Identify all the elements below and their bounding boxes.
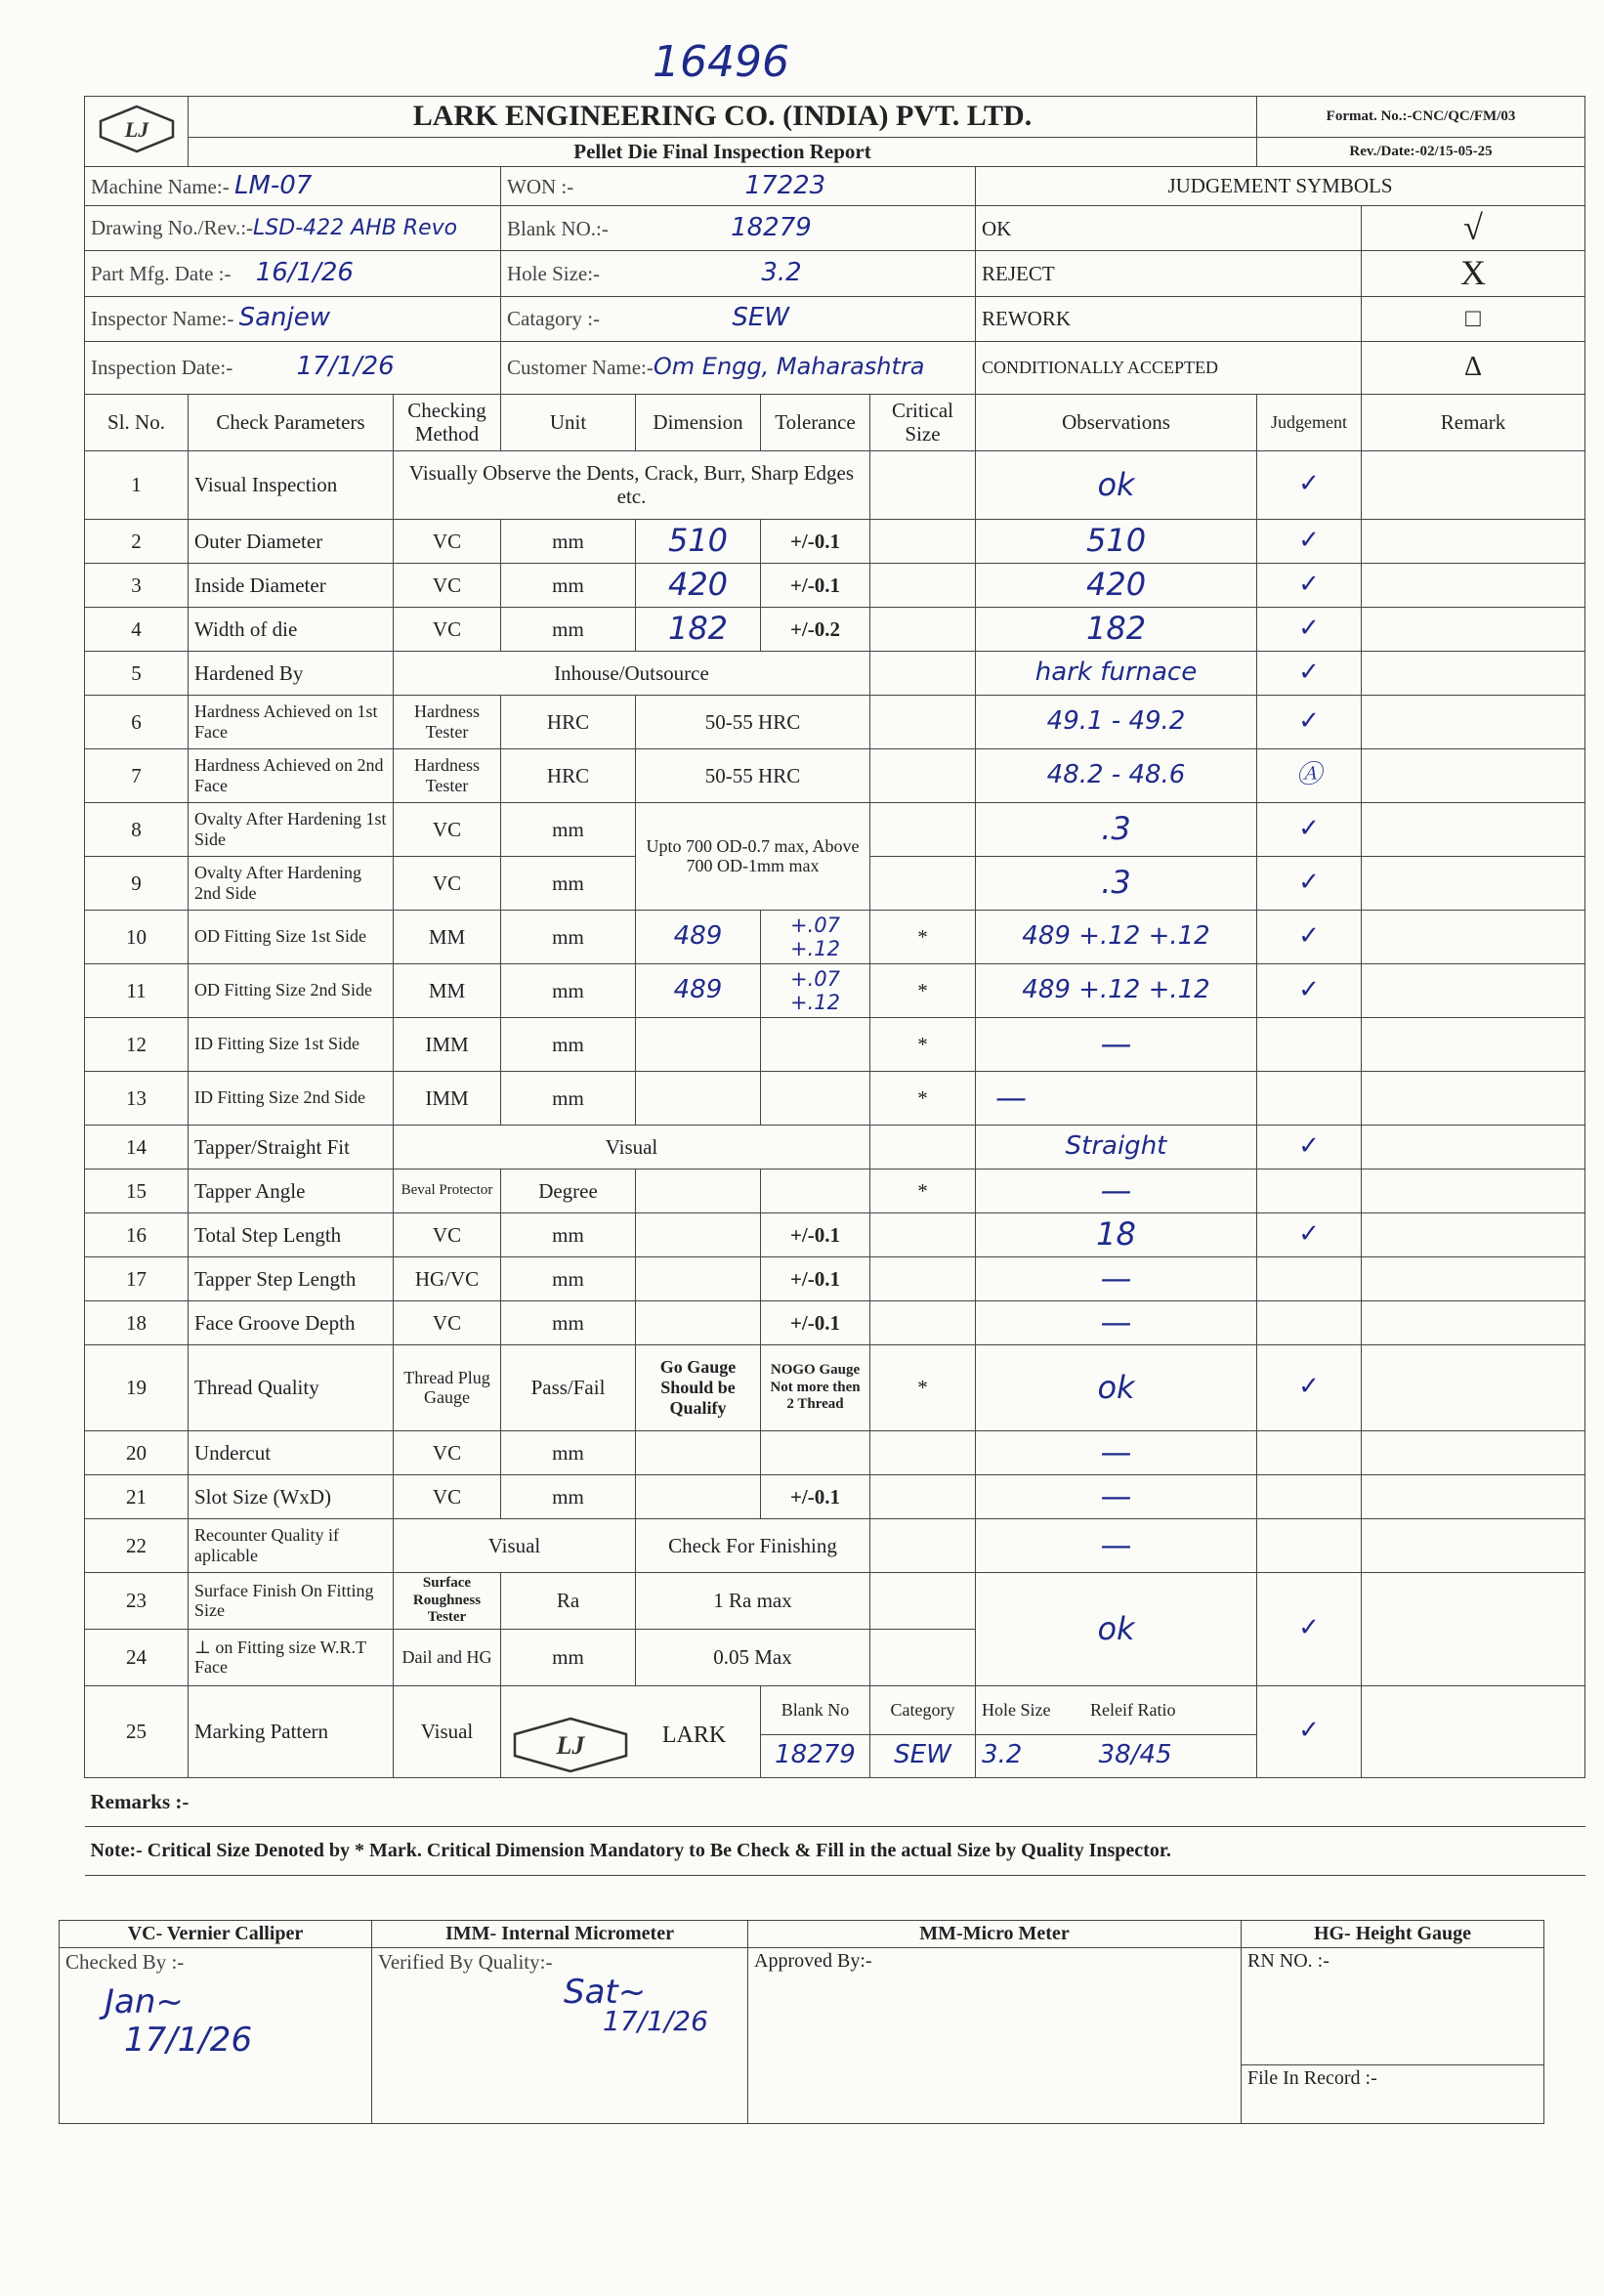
blank-value: 18279 [731,212,812,242]
observation-value: — [976,1518,1257,1572]
judgement-mark: ✓ [1257,910,1362,963]
mfg-date-value: 16/1/26 [255,258,354,288]
table-row: 23 Surface Finish On Fitting Size Surface Roughness Tester Ra 1 Ra max ok ✓ [85,1572,1585,1629]
svg-text:LJ: LJ [124,116,148,142]
observation-value: .3 [976,802,1257,856]
symbol-label-rework: REWORK [976,296,1362,341]
lark-mark-text: LARK [661,1722,727,1748]
judgement-mark: ✓ [1257,607,1362,651]
category-field: Catagory :- SEW [501,296,976,341]
table-row: 9 Ovalty After Hardening 2nd Side VC mm .3 ✓ [85,856,1585,910]
table-row: 13 ID Fitting Size 2nd Side IMM mm * — [85,1071,1585,1125]
blank-field: Blank NO.:- 18279 [501,206,976,251]
mfg-date-field: Part Mfg. Date :- 16/1/26 [85,251,501,296]
symbol-ok-icon: √ [1362,206,1585,251]
machine-name-field: Machine Name:- LM-07 [85,167,501,206]
col-dimension: Dimension [636,394,761,450]
judgement-mark: ✓ [1257,450,1362,519]
observation-value: ok [976,1572,1257,1685]
customer-value: Om Engg, Maharashtra [653,353,925,381]
table-row: 6 Hardness Achieved on 1st Face Hardness Tester HRC 50-55 HRC 49.1 - 49.2 ✓ [85,695,1585,748]
col-unit: Unit [501,394,636,450]
inspection-table [84,96,1585,1876]
observation-value: ok [976,1344,1257,1430]
observation-value: 489 +.12 +.12 [976,910,1257,963]
col-param: Check Parameters [189,394,394,450]
observation-value: 182 [976,607,1257,651]
verified-by-date: 17/1/26 [603,2005,708,2038]
observation-value: 420 [976,563,1257,607]
drawing-value: LSD-422 AHB Revo [253,216,458,241]
table-row: 8 Ovalty After Hardening 1st Side VC mm Upto 700 OD-0.7 max, Above 700 OD-1mm max .3 ✓ [85,802,1585,856]
judgement-mark: ✓ [1257,856,1362,910]
marking-relief-value: 38/45 [1098,1740,1172,1770]
format-no: Format. No.:-CNC/QC/FM/03 [1257,97,1585,138]
observation-value: Straight [976,1125,1257,1169]
col-critical: Critical Size [870,394,976,450]
table-row: 20 Undercut VC mm — [85,1430,1585,1474]
observation-value: — [976,1256,1257,1300]
observation-value: hark furnace [976,651,1257,695]
col-observations: Observations [976,394,1257,450]
hole-field: Hole Size:- 3.2 [501,251,976,296]
observation-value: — [976,1300,1257,1344]
col-method: Checking Method [394,394,501,450]
verified-by-signature: Sat~ [564,1973,647,2013]
symbol-reject-icon: X [1362,251,1585,296]
table-row: 18 Face Groove Depth VC mm +/-0.1 — [85,1300,1585,1344]
observation-value: — [976,1474,1257,1518]
legend-hg: HG- Height Gauge [1242,1921,1544,1948]
lark-logo-icon [95,104,179,154]
judgement-mark: ✓ [1257,695,1362,748]
machine-name-value: LM-07 [233,170,313,200]
table-row: 4 Width of die VC mm 182 +/-0.2 182 ✓ [85,607,1585,651]
table-row: 10 OD Fitting Size 1st Side MM mm 489 +.07 +.12 * 489 +.12 +.12 ✓ [85,910,1585,963]
inspector-field: Inspector Name:- Sanjew [85,296,501,341]
table-row: 11 OD Fitting Size 2nd Side MM mm 489 +.07 +.12 * 489 +.12 +.12 ✓ [85,963,1585,1017]
table-row: 5 Hardened By Inhouse/Outsource hark furnace ✓ [85,651,1585,695]
judgement-mark: ✓ [1257,651,1362,695]
judgement-symbols-title: JUDGEMENT SYMBOLS [976,167,1585,206]
judgement-mark: ✓ [1257,563,1362,607]
observation-value: — [976,1017,1257,1071]
relief-ratio-header: Releif Ratio [1089,1699,1176,1720]
won-value: 17223 [744,170,826,200]
observation-value: 49.1 - 49.2 [976,695,1257,748]
inspection-date-value: 17/1/26 [296,352,395,382]
hole-value: 3.2 [761,258,802,288]
symbol-label-conditional: CONDITIONALLY ACCEPTED [976,341,1362,394]
judgement-mark: Ⓐ [1257,748,1362,802]
col-remark: Remark [1362,394,1585,450]
rn-no-field: RN NO. :- [1242,1948,1544,2065]
observation-value: 489 +.12 +.12 [976,963,1257,1017]
ovalty-spec: Upto 700 OD-0.7 max, Above 700 OD-1mm max [636,802,870,910]
col-tolerance: Tolerance [761,394,870,450]
observation-value: — [976,1071,1257,1125]
observation-value: — [976,1430,1257,1474]
table-row: 3 Inside Diameter VC mm 420 +/-0.1 420 ✓ [85,563,1585,607]
judgement-mark: ✓ [1257,1212,1362,1256]
table-row: 1 Visual Inspection Visually Observe the Dents, Crack, Burr, Sharp Edges etc. ok ✓ [85,450,1585,519]
table-row: 7 Hardness Achieved on 2nd Face Hardness Tester HRC 50-55 HRC 48.2 - 48.6 Ⓐ [85,748,1585,802]
inspection-sheet [84,96,1584,1876]
table-row: 12 ID Fitting Size 1st Side IMM mm * — [85,1017,1585,1071]
table-row: 25 Marking Pattern Visual LJ LARK Blank No Category Hole Size Releif Ratio ✓ [85,1685,1585,1734]
judgement-mark: ✓ [1257,1572,1362,1685]
table-row: 22 Recounter Quality if aplicable Visual Check For Finishing — [85,1518,1585,1572]
marking-logo [501,1685,761,1777]
judgement-mark: ✓ [1257,1685,1362,1777]
table-row: 2 Outer Diameter VC mm 510 +/-0.1 510 ✓ [85,519,1585,563]
symbol-rework-icon: □ [1362,296,1585,341]
checked-by-date: 17/1/26 [124,2020,253,2061]
legend-imm: IMM- Internal Micrometer [372,1921,748,1948]
sign-off-table [59,1920,1544,2124]
remarks-field: Remarks :- [85,1777,1585,1826]
file-record-field: File In Record :- [1242,2065,1544,2124]
rev-date: Rev./Date:-02/15-05-25 [1257,138,1585,167]
table-row: 14 Tapper/Straight Fit Visual Straight ✓ [85,1125,1585,1169]
judgement-mark: ✓ [1257,802,1362,856]
table-row: 24 ⊥ on Fitting size W.R.T Face Dail and HG mm 0.05 Max [85,1629,1585,1685]
inspector-value: Sanjew [238,303,331,333]
verified-by-field: Verified By Quality:- Sat~ 17/1/26 [372,1948,748,2124]
category-value: SEW [732,303,789,333]
table-row: 17 Tapper Step Length HG/VC mm +/-0.1 — [85,1256,1585,1300]
legend-mm: MM-Micro Meter [748,1921,1242,1948]
svg-text:LJ: LJ [556,1730,585,1760]
won-field: WON :- 17223 [501,167,976,206]
approved-by-field: Approved By:- [748,1948,1242,2124]
table-row: 19 Thread Quality Thread Plug Gauge Pass/Fail Go Gauge Should be Qualify NOGO Gauge Not more then 2 Thread * ok ✓ [85,1344,1585,1430]
judgement-mark: ✓ [1257,1344,1362,1430]
hole-size-header: Hole Size [982,1699,1051,1720]
col-sl: Sl. No. [85,394,189,450]
customer-field: Customer Name:-Om Engg, Maharashtra [501,341,976,394]
critical-note: Note:- Critical Size Denoted by * Mark. Critical Dimension Mandatory to Be Check & Fill in the actual Size by Quality Inspector. [85,1826,1585,1875]
observation-value: 510 [976,519,1257,563]
checked-by-signature: Jan~ [105,1982,184,2022]
report-title: Pellet Die Final Inspection Report [189,138,1257,167]
symbol-label-reject: REJECT [976,251,1362,296]
col-judgement: Judgement [1257,394,1362,450]
inspection-date-field: Inspection Date:- 17/1/26 [85,341,501,394]
judgement-mark: ✓ [1257,1125,1362,1169]
observation-value: 48.2 - 48.6 [976,748,1257,802]
marking-blank-value: 18279 [761,1734,870,1777]
symbol-conditional-icon: Δ [1362,341,1585,394]
company-name: LARK ENGINEERING CO. (INDIA) PVT. LTD. [189,97,1257,138]
table-row: 21 Slot Size (WxD) VC mm +/-0.1 — [85,1474,1585,1518]
document-number: 16496 [653,37,789,87]
observation-value: .3 [976,856,1257,910]
checked-by-field: Checked By :- Jan~ 17/1/26 [60,1948,372,2124]
observation-value: — [976,1169,1257,1212]
judgement-mark: ✓ [1257,519,1362,563]
table-row: 16 Total Step Length VC mm +/-0.1 18 ✓ [85,1212,1585,1256]
observation-value: ok [976,450,1257,519]
sign-off-section [59,1920,1543,2124]
judgement-mark: ✓ [1257,963,1362,1017]
drawing-field: Drawing No./Rev.:-LSD-422 AHB Revo [85,206,501,251]
lark-logo-icon [507,1715,634,1775]
observation-value: 18 [976,1212,1257,1256]
marking-hole-value: 3.2 [982,1740,1023,1770]
legend-vc: VC- Vernier Calliper [60,1921,372,1948]
marking-category-value: SEW [870,1734,976,1777]
table-row: 15 Tapper Angle Beval Protector Degree * — [85,1169,1585,1212]
company-logo [85,97,189,167]
symbol-label-ok: OK [976,206,1362,251]
